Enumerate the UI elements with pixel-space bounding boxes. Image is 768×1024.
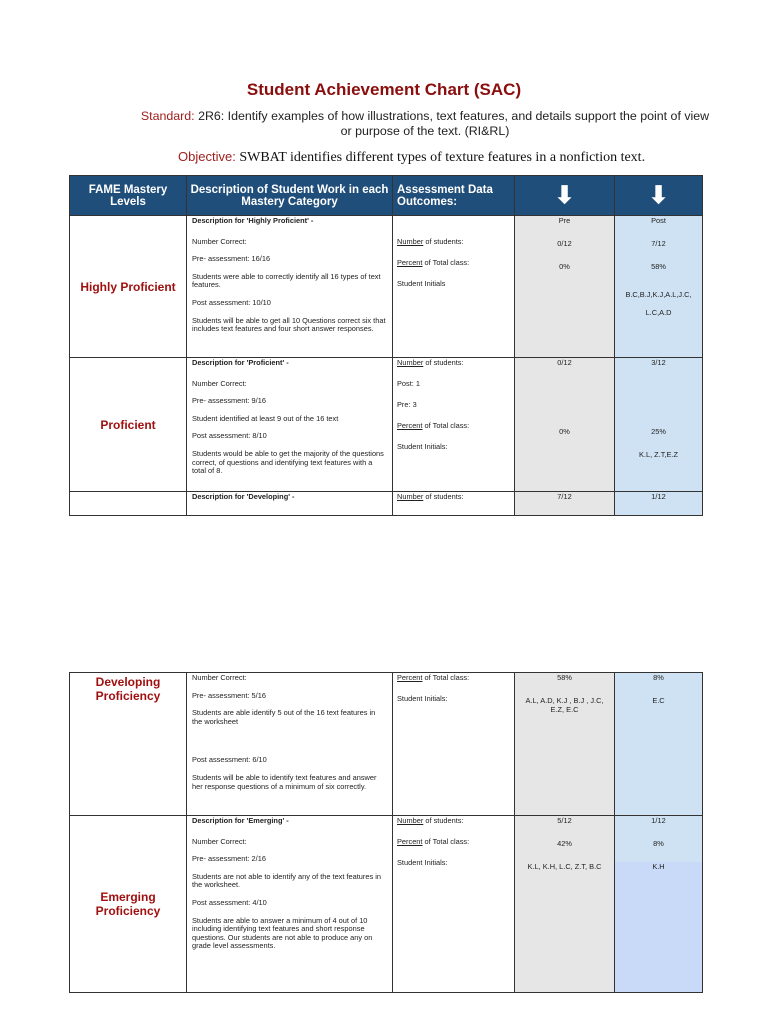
initials-pre: K.L, K.H, L.C, Z.T, B.C xyxy=(527,862,602,871)
standard-line xyxy=(140,109,710,139)
pre-detail: Students are not able to identify any of the text features in the worksheet. xyxy=(192,871,381,890)
sac-table-part-1 xyxy=(69,175,703,516)
down-arrow-icon: ⬇ xyxy=(648,181,669,209)
post-detail: Students will be able to get all 10 Questions correct six that includes text features and four short answer responses. xyxy=(192,315,386,334)
number-post: 1/12 xyxy=(651,492,666,501)
percent-of-class-label: Percent of Total class: xyxy=(397,258,470,267)
labels-emerging xyxy=(393,816,515,993)
post-values-highly-proficient xyxy=(615,216,703,358)
pre-values-highly-proficient xyxy=(515,216,615,358)
percent-post: 8% xyxy=(653,839,664,848)
pre-detail: Students are able identify 5 out of the 16 text features in the worksheet xyxy=(192,708,376,726)
objective-text: SWBAT identifies different types of texture features in a nonfiction text. xyxy=(239,150,646,165)
desc-heading: Description for 'Emerging' - xyxy=(192,816,289,825)
header-assessment-data: Assessment Data Outcomes: xyxy=(393,176,515,216)
post-detail: Students are able to answer a minimum of 4 out of 10 including identifying text features and short response questions. Our students are not able to produce any on grade level assessments. xyxy=(192,915,373,951)
level-developing-empty xyxy=(70,492,187,516)
header-pre-arrow xyxy=(515,176,615,216)
percent-pre: 58% xyxy=(557,673,572,682)
post-values-proficient xyxy=(615,358,703,492)
pre-assessment: Pre- assessment: 2/16 xyxy=(192,854,266,864)
post-values-developing-start xyxy=(615,492,703,516)
table-header-row xyxy=(70,176,703,216)
desc-heading: Description for 'Highly Proficient' - xyxy=(192,216,314,225)
number-correct: Number Correct: xyxy=(192,378,247,388)
row-developing-start xyxy=(70,492,703,516)
number-pre: 7/12 xyxy=(557,492,572,501)
standard-label: Standard: xyxy=(140,109,195,123)
header-post-arrow xyxy=(615,176,703,216)
initials-pre: A.L, A.D, K.J , B.J , J.C, E.Z, E.C xyxy=(525,696,604,714)
number-correct: Number Correct: xyxy=(192,836,247,846)
level-highly-proficient: Highly Proficient xyxy=(70,216,187,358)
post-detail: Students will be able to identify text features and answer her response questions of a minimum of six correctly. xyxy=(192,772,377,791)
percent-post: 8% xyxy=(653,673,664,682)
col-post-label: Post xyxy=(651,216,666,225)
percent-of-class-label: Percent of Total class: xyxy=(397,673,470,682)
sac-table-part-2 xyxy=(69,672,703,993)
student-initials-label: Student Initials: xyxy=(397,858,448,867)
post-assessment: Post assessment: 6/10 xyxy=(192,755,267,765)
number-of-students-label: Number of students: xyxy=(397,816,464,825)
number-pre: 0/12 xyxy=(557,358,572,367)
student-initials-label: Student Initials: xyxy=(397,694,448,703)
objective-label: Objective: xyxy=(178,149,236,164)
desc-developing xyxy=(187,673,393,816)
percent-pre: 42% xyxy=(557,839,572,848)
number-of-students-label: Number of students: xyxy=(397,237,464,246)
labels-developing-start xyxy=(393,492,515,516)
number-pre: 0/12 xyxy=(557,239,572,248)
number-post: 1/12 xyxy=(651,816,666,825)
desc-emerging xyxy=(187,816,393,993)
initials-post: B.C,B.J,K.J,A.L,J.C, L.C,A.D xyxy=(625,290,692,317)
desc-highly-proficient xyxy=(187,216,393,358)
post-count: Post: 1 xyxy=(397,379,421,388)
pre-detail: Students were able to correctly identify all 16 types of text features. xyxy=(192,271,381,290)
page-title: Student Achievement Chart (SAC) xyxy=(246,80,522,99)
row-proficient xyxy=(70,358,703,492)
pre-assessment: Pre- assessment: 9/16 xyxy=(192,396,266,406)
pre-values-developing-start xyxy=(515,492,615,516)
pre-assessment: Pre- assessment: 16/16 xyxy=(192,254,271,264)
percent-of-class-label: Percent of Total class: xyxy=(397,837,470,846)
objective-line xyxy=(178,149,645,166)
initials-post: E.C xyxy=(652,696,665,705)
number-post: 3/12 xyxy=(651,358,666,367)
desc-proficient xyxy=(187,358,393,492)
post-assessment: Post assessment: 10/10 xyxy=(192,297,271,307)
post-detail: Students would be able to get the majority of the questions correct, of questions and identifying text features with a total of 8. xyxy=(192,448,384,476)
desc-heading: Description for 'Developing' - xyxy=(192,492,295,501)
post-values-emerging xyxy=(615,816,703,993)
labels-developing xyxy=(393,673,515,816)
student-initials-label: Student Initials xyxy=(397,279,446,288)
pre-count: Pre: 3 xyxy=(397,400,417,409)
number-correct: Number Correct: xyxy=(192,673,247,682)
level-proficient: Proficient xyxy=(70,358,187,492)
pre-values-emerging xyxy=(515,816,615,993)
level-emerging: Emerging Proficiency xyxy=(70,816,187,993)
percent-pre: 0% xyxy=(559,427,570,436)
row-highly-proficient xyxy=(70,216,703,358)
initials-post: K.L, Z.T,E.Z xyxy=(638,450,678,459)
student-initials-label: Student Initials: xyxy=(397,442,448,451)
labels-proficient xyxy=(393,358,515,492)
level-developing: Developing Proficiency xyxy=(70,673,187,816)
pre-values-developing xyxy=(515,673,615,816)
number-of-students-label: Number of students: xyxy=(397,358,464,367)
standard-text: 2R6: Identify examples of how illustrations, text features, and details support the point of view or purpose of the text. (RI&RL) xyxy=(198,109,710,138)
post-assessment: Post assessment: 8/10 xyxy=(192,431,267,441)
percent-pre: 0% xyxy=(559,262,570,271)
percent-post: 58% xyxy=(651,262,666,271)
number-pre: 5/12 xyxy=(557,816,572,825)
down-arrow-icon: ⬇ xyxy=(554,181,575,209)
number-post: 7/12 xyxy=(651,239,666,248)
percent-of-class-label: Percent of Total class: xyxy=(397,421,470,430)
pre-detail: Student identified at least 9 out of the 16 text xyxy=(192,413,339,423)
post-values-developing xyxy=(615,673,703,816)
desc-developing-heading xyxy=(187,492,393,516)
pre-values-proficient xyxy=(515,358,615,492)
row-emerging xyxy=(70,816,703,993)
initials-post: K.H xyxy=(615,862,702,992)
col-pre-label: Pre xyxy=(558,216,571,225)
desc-heading: Description for 'Proficient' - xyxy=(192,358,289,367)
header-description: Description of Student Work in each Mastery Category xyxy=(187,176,393,216)
labels-highly-proficient xyxy=(393,216,515,358)
header-mastery-levels: FAME Mastery Levels xyxy=(70,176,187,216)
number-correct: Number Correct: xyxy=(192,236,247,246)
pre-assessment: Pre- assessment: 5/16 xyxy=(192,690,266,700)
number-of-students-label: Number of students: xyxy=(397,492,464,501)
post-assessment: Post assessment: 4/10 xyxy=(192,897,267,907)
percent-post: 25% xyxy=(651,427,666,436)
row-developing xyxy=(70,673,703,816)
